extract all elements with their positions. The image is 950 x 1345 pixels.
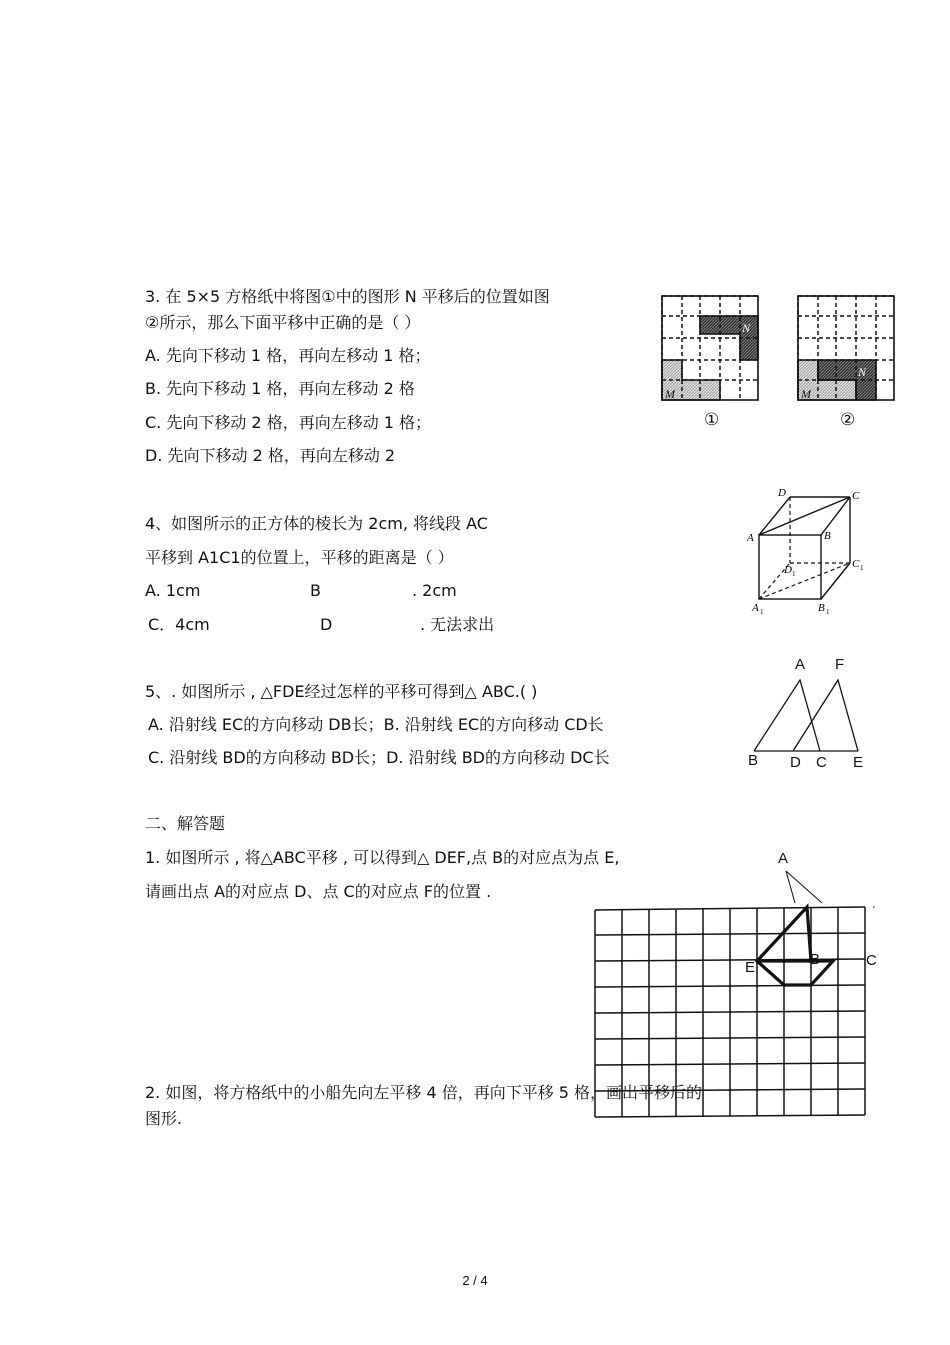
shape-m-2-base	[818, 380, 856, 400]
q3-option-d: D. 先向下移动 2 格，再向左移动 2	[145, 446, 396, 465]
q4-option-d-value: . 无法求出	[420, 615, 495, 634]
label-m: M	[665, 387, 675, 401]
q3-stem-line2: ②所示，那么下面平移中正确的是（ ）	[145, 313, 421, 332]
q4-stem-line2: 平移到 A1C1的位置上，平移的距离是（ ）	[145, 548, 454, 567]
q3-stem-line1: 3. 在 5×5 方格纸中将图①中的图形 N 平移后的位置如图	[145, 287, 550, 306]
label-m-2: M	[801, 387, 811, 401]
q5-options-ab: A. 沿射线 EC的方向移动 DB长；B. 沿射线 EC的方向移动 CD长	[148, 715, 604, 734]
cube-label-d1: D	[784, 564, 792, 576]
q5-label-b: B	[748, 752, 759, 769]
q5-label-c: C	[816, 754, 827, 771]
q4-cube-figure	[742, 485, 872, 617]
q4-option-b: B	[310, 581, 321, 600]
cube-label-b1: B	[818, 602, 825, 614]
q5-label-e: E	[853, 754, 864, 771]
label-n: N	[742, 321, 751, 335]
q5-options-cd: C. 沿射线 BD的方向移动 BD长；D. 沿射线 BD的方向移动 DC长	[148, 748, 610, 767]
problem1-label-a: A	[778, 850, 789, 867]
q5-label-d: D	[790, 754, 801, 771]
label-n-2: N	[858, 365, 867, 379]
problem1-label-c: C	[866, 952, 877, 969]
q3-grid-figure-2	[794, 292, 898, 404]
q3-figure-2-label: ②	[840, 410, 856, 429]
boat-shape	[757, 907, 833, 985]
q3-option-c: C. 先向下移动 2 格，再向左移动 1 格；	[145, 413, 432, 432]
q5-label-a: A	[795, 656, 806, 673]
q4-stem-line1: 4、如图所示的正方体的棱长为 2cm, 将线段 AC	[145, 514, 488, 533]
cube-label-b: B	[824, 530, 831, 542]
svg-text:': '	[873, 905, 875, 916]
q3-figure-1-label: ①	[704, 410, 720, 429]
cube-label-c1: C	[852, 558, 860, 570]
q3-grid-figure-1	[658, 292, 762, 404]
q3-option-a: A. 先向下移动 1 格，再向左移动 1 格；	[145, 346, 431, 365]
cube-label-c: C	[852, 490, 860, 502]
cube-label-a1: A	[752, 602, 759, 614]
q4-option-c: C．4cm	[148, 615, 210, 634]
q4-option-b-value: . 2cm	[412, 581, 457, 600]
q5-triangles-figure	[746, 676, 866, 756]
cube-label-a: A	[747, 532, 754, 544]
shape-m-base	[682, 380, 720, 400]
problem2-line2: 图形.	[145, 1109, 183, 1128]
cube-label-d: D	[778, 487, 786, 499]
cube-label-b1-sub: 1	[826, 608, 830, 616]
problem1-line1: 1. 如图所示 , 将△ABC平移 , 可以得到△ DEF,点 B的对应点为点 E,	[145, 848, 620, 867]
q5-stem: 5、. 如图所示 , △FDE经过怎样的平移可得到△ ABC.( )	[145, 682, 538, 701]
q4-option-d: D	[320, 615, 333, 634]
cube-label-d1-sub: 1	[792, 570, 796, 578]
q4-option-a: A. 1cm	[145, 581, 201, 600]
problem2-line1: 2. 如图，将方格纸中的小船先向左平移 4 倍，再向下平移 5 格，画出平移后的	[145, 1083, 703, 1102]
q5-label-f: F	[835, 656, 845, 673]
problem1-line2: 请画出点 A的对应点 D、点 C的对应点 F的位置 .	[145, 882, 492, 901]
cube-label-c1-sub: 1	[860, 564, 864, 572]
cube-label-a1-sub: 1	[760, 608, 764, 616]
problem1-label-e: E	[745, 959, 756, 976]
q3-option-b: B. 先向下移动 1 格，再向左移动 2 格	[145, 379, 415, 398]
page-number: 2 / 4	[462, 1273, 488, 1288]
problem1-label-b: B	[810, 951, 821, 968]
section2-title: 二、解答题	[145, 814, 226, 833]
